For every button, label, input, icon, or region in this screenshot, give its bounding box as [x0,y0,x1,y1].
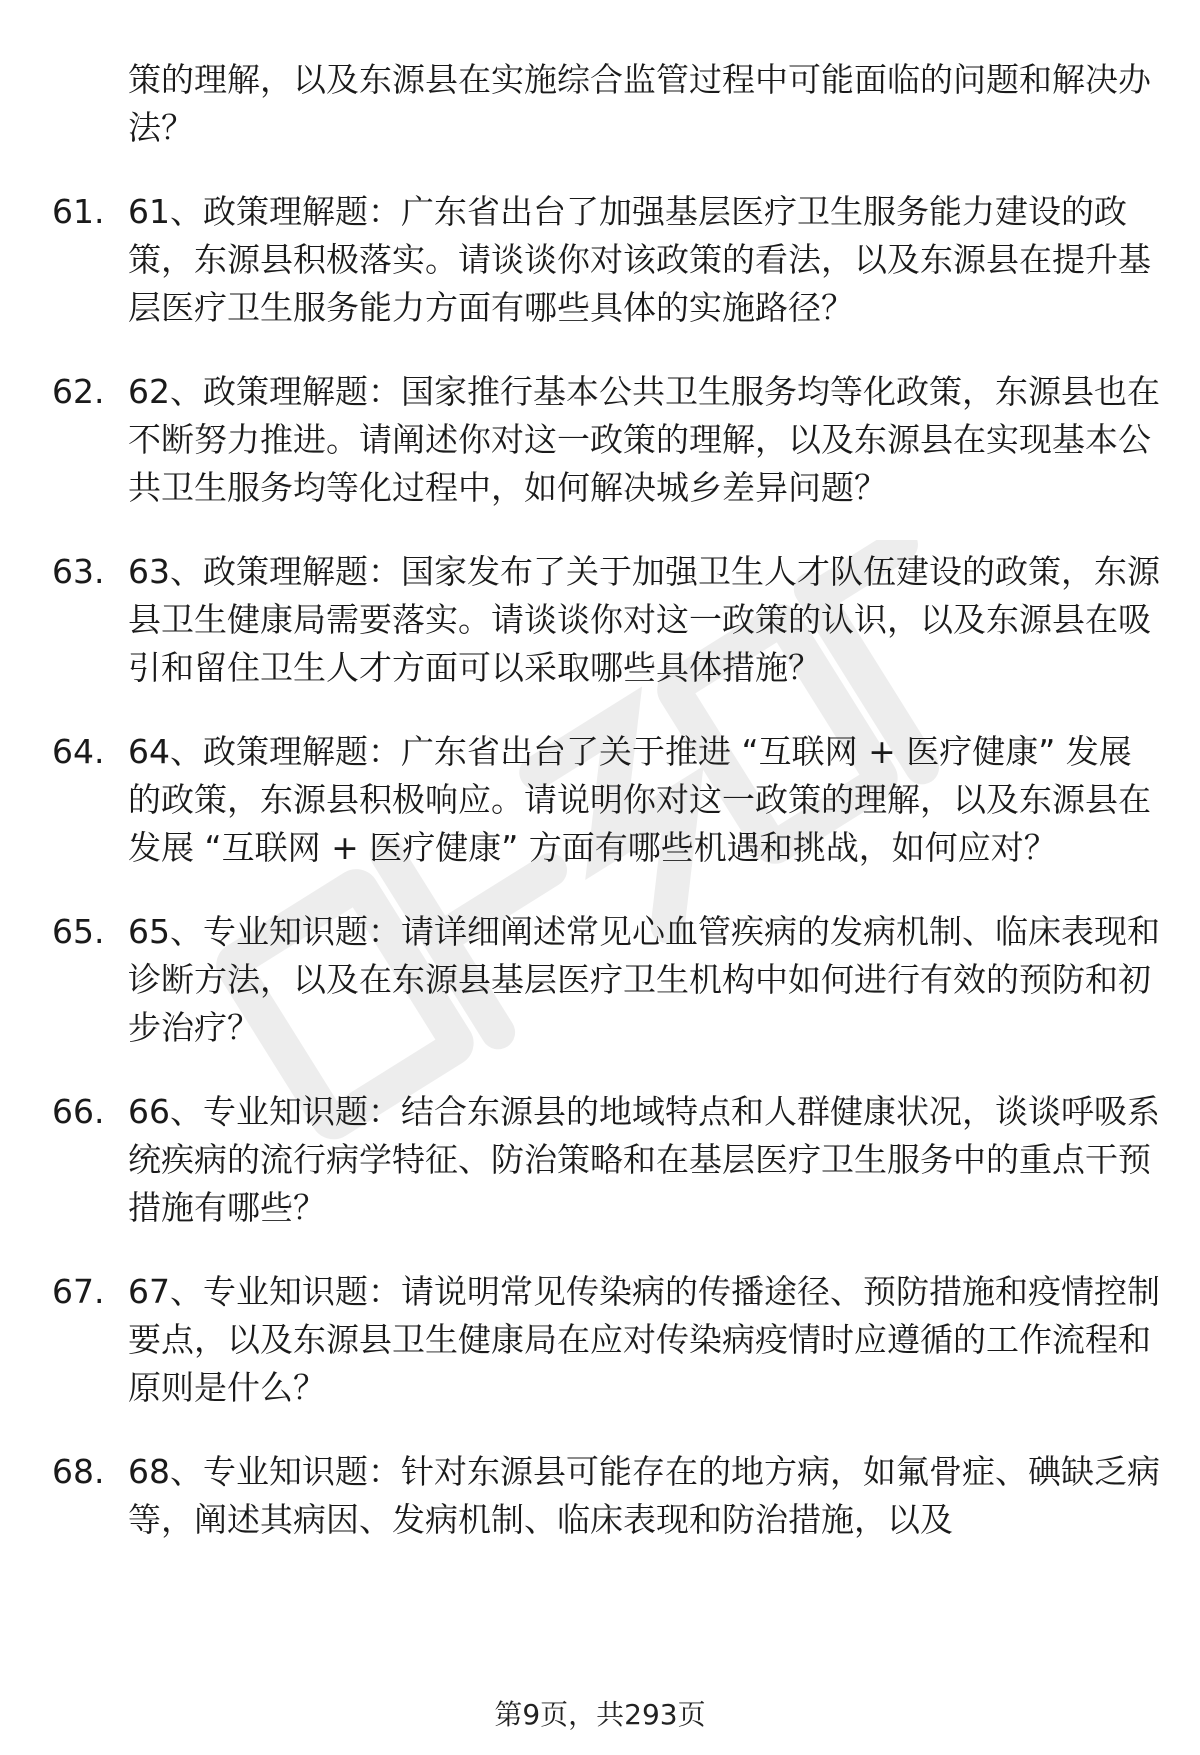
document-body [52,56,1162,1580]
list-item [52,908,1162,1052]
item-number: 65. [52,912,105,951]
item-text: 61、政策理解题：广东省出台了加强基层医疗卫生服务能力建设的政策，东源县积极落实。请谈谈你对该政策的看法，以及东源县在提升基层医疗卫生服务能力方面有哪些具体的实施路径？ [128,192,1151,327]
page-number-footer: 第9页，共293页 [494,1698,706,1731]
list-item [52,548,1162,692]
list-item [52,368,1162,512]
item-number: 62. [52,372,105,411]
item-text: 66、专业知识题：结合东源县的地域特点和人群健康状况，谈谈呼吸系统疾病的流行病学特征、防治策略和在基层医疗卫生服务中的重点干预措施有哪些？ [128,1092,1160,1227]
item-number: 66. [52,1092,105,1131]
item-number: 63. [52,552,105,591]
list-item [52,1448,1162,1544]
item-text: 62、政策理解题：国家推行基本公共卫生服务均等化政策，东源县也在不断努力推进。请阐述你对这一政策的理解，以及东源县在实现基本公共卫生服务均等化过程中，如何解决城乡差异问题？ [128,372,1160,507]
item-number: 61. [52,192,105,231]
item-number: 67. [52,1272,105,1311]
list-item [52,188,1162,332]
item-text: 68、专业知识题：针对东源县可能存在的地方病，如氟骨症、碘缺乏病等，阐述其病因、发病机制、临床表现和防治措施，以及 [128,1452,1160,1539]
item-text: 67、专业知识题：请说明常见传染病的传播途径、预防措施和疫情控制要点，以及东源县卫生健康局在应对传染病疫情时应遵循的工作流程和原则是什么？ [128,1272,1160,1407]
list-item [52,1268,1162,1412]
item-number: 68. [52,1452,105,1491]
item-text: 63、政策理解题：国家发布了关于加强卫生人才队伍建设的政策，东源县卫生健康局需要落实。请谈谈你对这一政策的认识，以及东源县在吸引和留住卫生人才方面可以采取哪些具体措施？ [128,552,1160,687]
item-number: 64. [52,732,105,771]
list-item [52,728,1162,872]
list-item [52,1088,1162,1232]
continuation-paragraph: 策的理解，以及东源县在实施综合监管过程中可能面临的问题和解决办法？ [128,60,1151,147]
item-text: 65、专业知识题：请详细阐述常见心血管疾病的发病机制、临床表现和诊断方法，以及在东源县基层医疗卫生机构中如何进行有效的预防和初步治疗？ [128,912,1160,1047]
item-text: 64、政策理解题：广东省出台了关于推进 “互联网 + 医疗健康” 发展的政策，东源县积极响应。请说明你对这一政策的理解，以及东源县在发展 “互联网 + 医疗健康” 方面有哪些机遇和挑战，如何应对？ [128,732,1151,867]
